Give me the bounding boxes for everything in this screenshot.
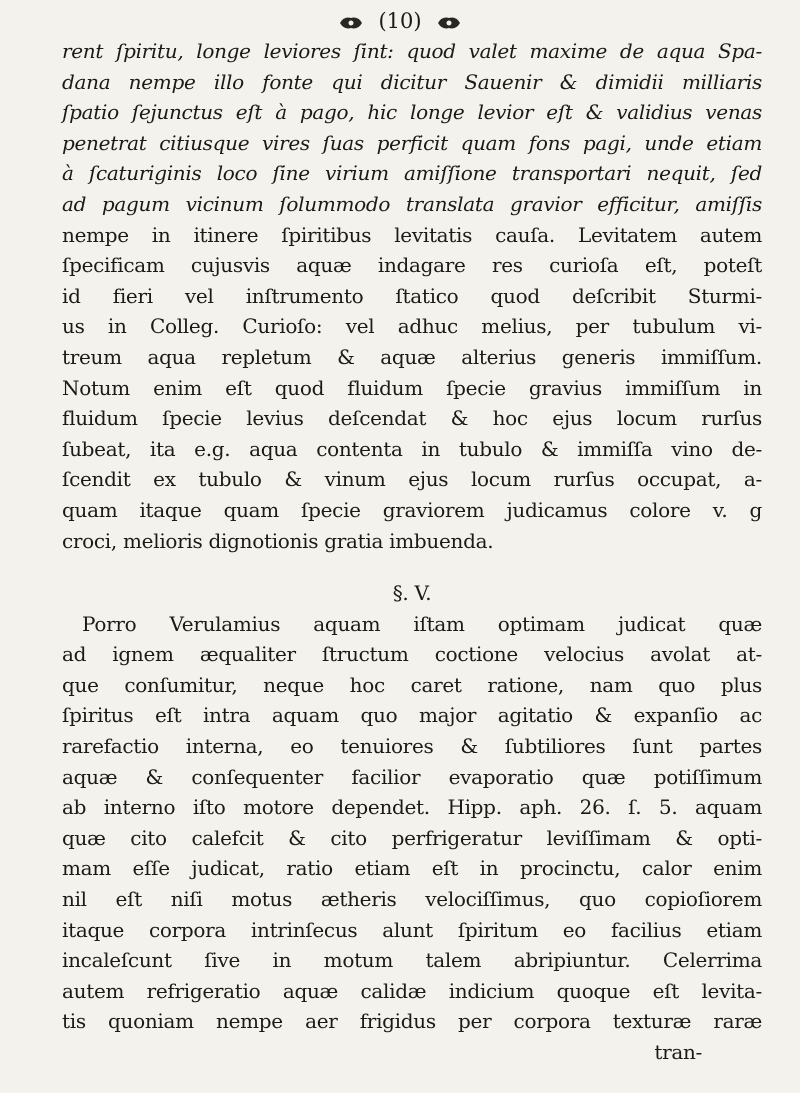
text-line: ſcendit ex tubulo & vinum ejus locum rurſus occupat, a- (62, 467, 762, 492)
text-line: tis quoniam nempe aer frigidus per corpora texturæ raræ (62, 1009, 762, 1034)
text-line: ab interno iſto motore dependet. Hipp. aph. 26. ſ. 5. aquam (62, 795, 762, 820)
page-number: (10) (378, 9, 422, 33)
text-line: à ſcaturiginis loco ſine virium amiſſione transportari nequit, ſed (62, 161, 762, 186)
text-line: treum aqua repletum & aquæ alterius generis immiſſum. (62, 344, 762, 369)
section-heading: §. V. (392, 581, 432, 606)
text-line: rarefactio interna, eo tenuiores & ſubtiliores ſunt partes (62, 734, 762, 759)
text-line: penetrat citiusque vires ſuas perficit quam fons pagi, unde etiam (62, 130, 762, 155)
page-header (0, 6, 800, 36)
text-line: id fieri vel inſtrumento ſtatico quod deſcribit Sturmi- (62, 283, 762, 308)
text-line: autem refrigeratio aquæ calidæ indicium quoque eſt levita- (62, 978, 762, 1003)
text-line: rent ſpiritu, longe leviores ſint: quod valet maxime de aqua Spa- (62, 39, 762, 63)
left-ornament-icon (338, 15, 364, 31)
text-line: dana nempe illo fonte qui dicitur Sauenir & dimidii milliaris (62, 69, 762, 94)
text-line: aquæ & conſequenter facilior evaporatio quæ potiſſimum (62, 764, 762, 789)
text-line: Porro Verulamius aquam iſtam optimam judicat quæ (82, 611, 762, 636)
text-line: ſubeat, ita e.g. aqua contenta in tubulo & immiſſa vino de- (62, 436, 762, 461)
text-line: Notum enim eſt quod fluidum ſpecie gravius immiſſum in (62, 375, 762, 400)
text-line: quam itaque quam ſpecie graviorem judicamus colore v. g (62, 497, 762, 522)
text-line: croci, melioris dignotionis gratia imbuenda. (62, 528, 494, 553)
text-line: ad ignem æqualiter ſtructum coctione velocius avolat at- (62, 642, 762, 667)
text-line: fluidum ſpecie levius deſcendat & hoc ejus locum rurſus (62, 406, 762, 431)
text-line: mam eſſe judicat, ratio etiam eſt in procinctu, calor enim (62, 856, 762, 881)
text-line: itaque corpora intrinſecus alunt ſpiritum eo facilius etiam (62, 917, 762, 942)
catchword: tran- (654, 1040, 702, 1064)
right-ornament-icon (436, 15, 462, 31)
text-line: quæ cito calefcit & cito perfrigeratur leviſſimam & opti- (62, 825, 762, 850)
text-line: ſpatio ſejunctus eſt à pago, hic longe levior eſt & validius venas (62, 100, 762, 125)
text-line: que conſumitur, neque hoc caret ratione, nam quo plus (62, 672, 762, 697)
text-line: incaleſcunt ſive in motum talem abripiuntur. Celerrima (62, 948, 762, 973)
text-line: us in Colleg. Curioſo: vel adhuc melius, per tubulum vi- (62, 314, 762, 339)
body-text (62, 36, 762, 1068)
text-line: ſpecificam cujusvis aquæ indagare res curioſa eſt, poteſt (62, 253, 762, 278)
text-line: nempe in itinere ſpiritibus levitatis cauſa. Levitatem autem (62, 222, 762, 247)
text-line: nil eſt niſi motus ætheris velociſſimus, quo copioſiorem (62, 887, 762, 912)
text-line: ſpiritus eſt intra aquam quo major agitatio & expanſio ac (62, 703, 762, 728)
text-line: ad pagum vicinum ſolummodo translata gravior efficitur, amiſſis (62, 191, 762, 216)
